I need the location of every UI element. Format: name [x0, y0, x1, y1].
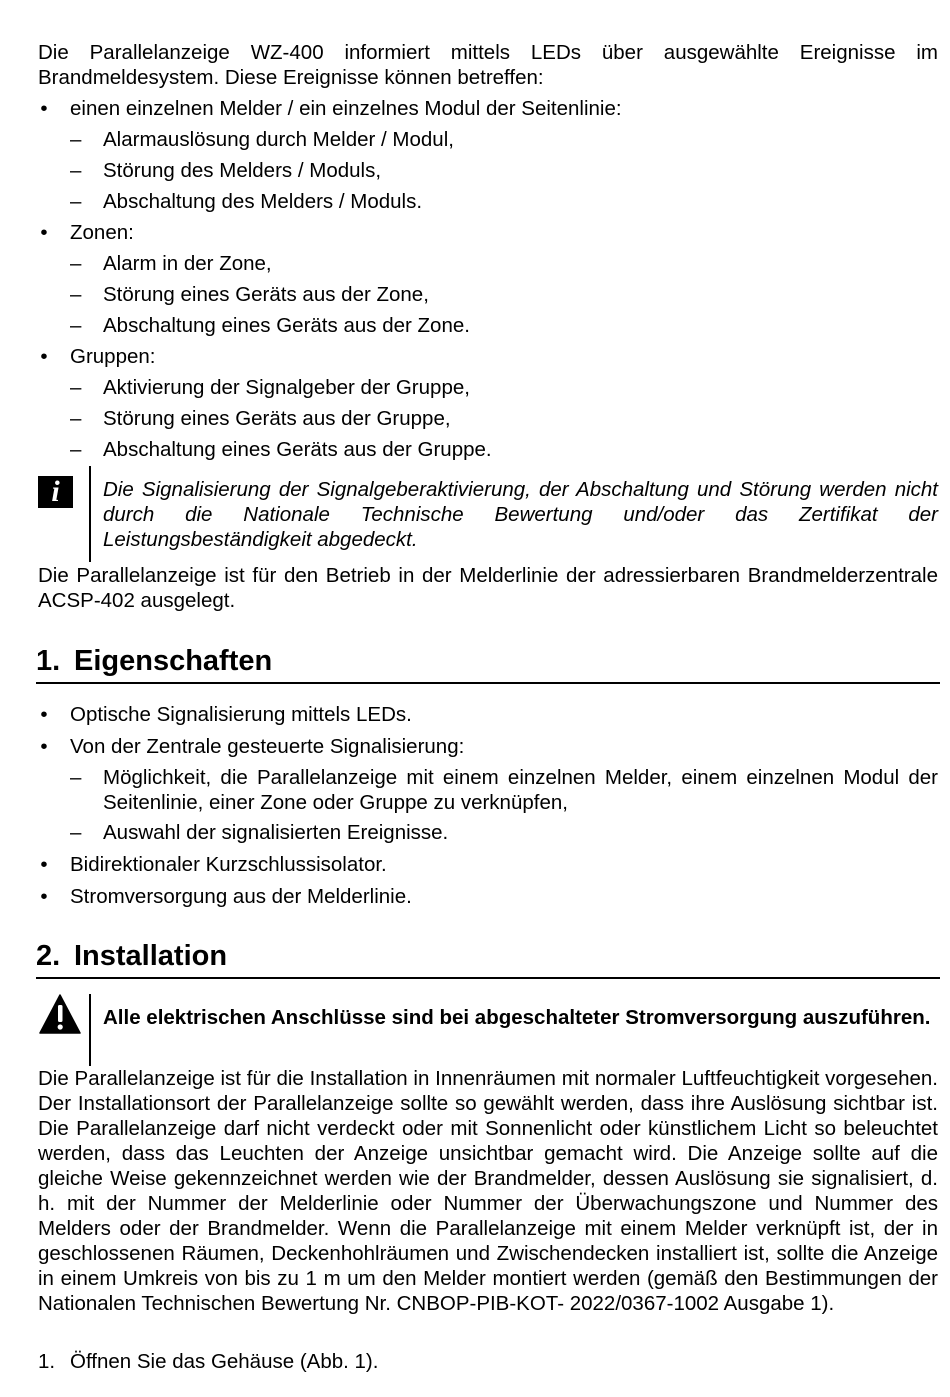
list-item: [38, 282, 938, 307]
warning-note-text: Alle elektrischen Anschlüsse sind bei abgeschalteter Stromversorgung auszuführen.: [103, 1006, 931, 1029]
sub-item-text: Alarmauslösung durch Melder / Modul,: [103, 128, 454, 151]
list-item: [38, 344, 938, 369]
bullet-icon: •: [40, 885, 48, 908]
warning-icon: [39, 994, 81, 1034]
sub-item-text: Alarm in der Zone,: [103, 252, 272, 275]
section-number: 1.: [36, 645, 61, 677]
sub-item-text: Möglichkeit, die Parallelanzeige mit einem einzelnen Melder, einem einzelnen Modul der Seitenlinie, einer Zone oder Gruppe zu verknüpfen,: [103, 766, 938, 814]
dash-icon: –: [70, 407, 82, 430]
step-number: 1.: [38, 1350, 56, 1373]
info-note: [38, 466, 938, 562]
bullet-text: Gruppen:: [70, 345, 156, 368]
dash-icon: –: [70, 314, 82, 337]
bullet-text: Von der Zentrale gesteuerte Signalisierung:: [70, 735, 465, 758]
list-item: [38, 1349, 938, 1374]
info-note-text: Die Signalisierung der Signalgeberaktivierung, der Abschaltung und Störung werden nicht durch die Nationale Technische Bewertung und/oder das Zertifikat der Leistungsbeständigkeit abgedeckt.: [103, 478, 938, 551]
bullet-text: Stromversorgung aus der Melderlinie.: [70, 885, 412, 908]
event-list: [38, 96, 938, 462]
bullet-icon: •: [40, 97, 48, 120]
operation-paragraph: Die Parallelanzeige ist für den Betrieb in der Melderlinie der adressierbaren Brandmelderzentrale ACSP-402 ausgelegt.: [38, 564, 938, 612]
dash-icon: –: [70, 252, 82, 275]
bullet-icon: •: [40, 735, 48, 758]
dash-icon: –: [70, 821, 82, 844]
steps-list: [38, 1349, 938, 1374]
list-item: [38, 820, 938, 845]
bullet-icon: •: [40, 703, 48, 726]
bullet-icon: •: [40, 221, 48, 244]
sub-item-text: Abschaltung eines Geräts aus der Zone.: [103, 314, 470, 337]
sub-item-text: Aktivierung der Signalgeber der Gruppe,: [103, 376, 470, 399]
list-item: [38, 313, 938, 338]
list-item: [38, 220, 938, 245]
list-item: [38, 702, 938, 727]
sub-item-text: Störung eines Geräts aus der Gruppe,: [103, 407, 451, 430]
bullet-text: einen einzelnen Melder / ein einzelnes Modul der Seitenlinie:: [70, 97, 622, 120]
step-text: Öffnen Sie das Gehäuse (Abb. 1).: [70, 1350, 379, 1373]
sub-item-text: Störung des Melders / Moduls,: [103, 159, 382, 182]
list-item: [38, 189, 938, 214]
list-item: [38, 852, 938, 877]
list-item: [38, 437, 938, 462]
section-title: Installation: [74, 940, 228, 972]
dash-icon: –: [70, 376, 82, 399]
list-item: [38, 375, 938, 400]
list-item: [38, 406, 938, 431]
bullet-text: Zonen:: [70, 221, 134, 244]
section-number: 2.: [36, 940, 61, 972]
list-item: [38, 127, 938, 152]
bullet-icon: •: [40, 853, 48, 876]
sub-item-text: Auswahl der signalisierten Ereignisse.: [103, 821, 449, 844]
list-item: [38, 734, 938, 759]
installation-paragraph: Die Parallelanzeige ist für die Installation in Innenräumen mit normaler Luftfeuchtigkeit vorgesehen. Der Installationsort der Parallelanzeige sollte so gewählt werden, dass ihre Auslösung sichtbar ist. Die Parallelanzeige darf nicht verdeckt oder mit Sonnenlicht oder künstlichem Licht so beleuchtet werden, dass das Leuchten der Anzeige unsichtbar gemacht wird. Die Anzeige sollte auf die gleiche Weise gekennzeichnet werden wie der Brandmelder, dessen Auslösung sie signalisiert, d. h. mit der Nummer der Melderlinie oder Nummer der Überwachungszone und Nummer des Melders oder der Brandmelder. Wenn die Parallelanzeige mit einem Melder verknüpft ist, der in geschlossenen Räumen, Deckenhohlräumen und Zwischendecken installiert ist, sollte die Anzeige in einem Umkreis von bis zu 1 m um den Melder montiert werden (gemäß den Bestimmungen der Nationalen Technischen Bewertung Nr. CNBOP-PIB-KOT- 2022/0367-1002 Ausgabe 1).: [38, 1067, 938, 1315]
features-list: [38, 702, 938, 909]
sub-item-text: Abschaltung des Melders / Moduls.: [103, 190, 423, 213]
bullet-icon: •: [40, 345, 48, 368]
bullet-text: Optische Signalisierung mittels LEDs.: [70, 703, 412, 726]
bullet-text: Bidirektionaler Kurzschlussisolator.: [70, 853, 387, 876]
note-divider: [89, 466, 91, 562]
section-heading-installation: [36, 939, 940, 979]
dash-icon: –: [70, 159, 82, 182]
list-item: [38, 251, 938, 276]
dash-icon: –: [70, 283, 82, 306]
sub-item-text: Abschaltung eines Geräts aus der Gruppe.: [103, 438, 492, 461]
dash-icon: –: [70, 766, 82, 789]
warning-note: [38, 994, 938, 1066]
dash-icon: –: [70, 438, 82, 461]
info-icon: i: [38, 476, 73, 508]
note-divider: [89, 994, 91, 1066]
list-item: [38, 765, 938, 815]
list-item: [38, 158, 938, 183]
section-heading-eigenschaften: [36, 644, 940, 684]
list-item: [38, 96, 938, 121]
dash-icon: –: [70, 128, 82, 151]
list-item: [38, 884, 938, 909]
intro-paragraph: Die Parallelanzeige WZ-400 informiert mittels LEDs über ausgewählte Ereignisse im Brandmeldesystem. Diese Ereignisse können betreffen:: [38, 41, 938, 89]
dash-icon: –: [70, 190, 82, 213]
intro-section: [38, 40, 938, 462]
sub-item-text: Störung eines Geräts aus der Zone,: [103, 283, 429, 306]
section-title: Eigenschaften: [74, 645, 273, 677]
